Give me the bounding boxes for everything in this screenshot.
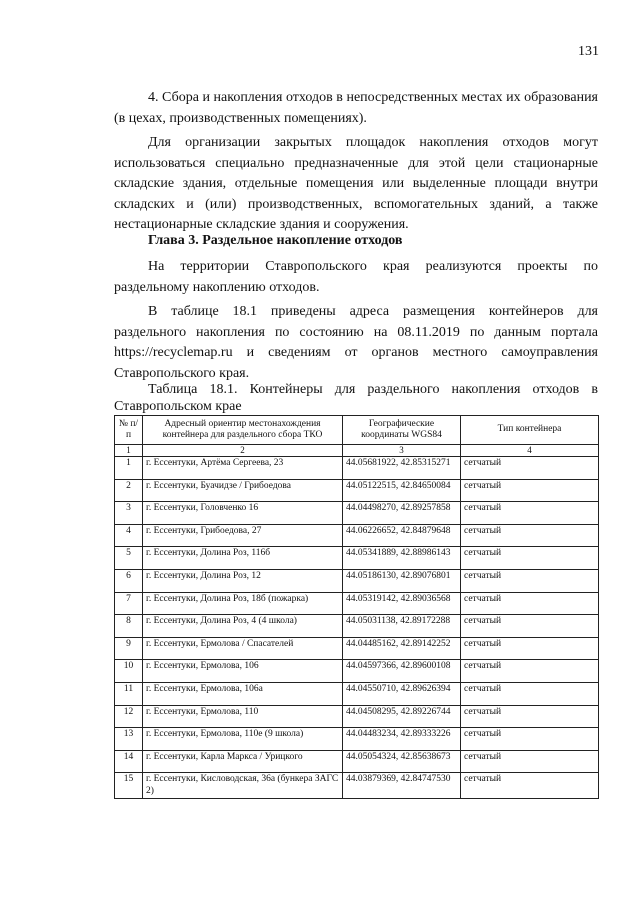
row-coordinates-cell: 44.03879369, 42.84747530 — [343, 773, 461, 799]
table-caption: Таблица 18.1. Контейнеры для раздельного накопления отходов в Ставропольском крае — [114, 382, 598, 414]
table-row — [115, 457, 599, 480]
row-number-cell: 8 — [115, 615, 143, 638]
index-cell: 4 — [461, 445, 599, 457]
row-number-cell: 15 — [115, 773, 143, 799]
row-type-cell: сетчатый — [461, 502, 599, 525]
row-address-cell: г. Ессентуки, Головченко 16 — [143, 502, 343, 525]
paragraph-closed-sites: Для организации закрытых площадок накопления отходов могут использоваться специально предназначенные для этой цели стационарные складские здания, отдельные помещения или выделенные площади внутри складских и (или) производственных, вспомогательных зданий, а также нестационарные складские здания и сооружения. — [114, 135, 598, 232]
row-coordinates-cell: 44.05186130, 42.89076801 — [343, 569, 461, 592]
row-address-cell: г. Ессентуки, Грибоедова, 27 — [143, 524, 343, 547]
row-coordinates-cell: 44.05319142, 42.89036568 — [343, 592, 461, 615]
table-row — [115, 547, 599, 570]
table-row — [115, 524, 599, 547]
row-type-cell: сетчатый — [461, 637, 599, 660]
row-number-cell: 2 — [115, 479, 143, 502]
row-number-cell: 4 — [115, 524, 143, 547]
page-number: 131 — [578, 44, 599, 59]
row-coordinates-cell: 44.04483234, 42.89333226 — [343, 728, 461, 751]
row-address-cell: г. Ессентуки, Ермолова, 106а — [143, 682, 343, 705]
row-coordinates-cell: 44.04508295, 42.89226744 — [343, 705, 461, 728]
table-row — [115, 682, 599, 705]
row-number-cell: 6 — [115, 569, 143, 592]
chapter-heading: Глава 3. Раздельное накопление отходов — [148, 233, 403, 248]
paragraph-projects: На территории Ставропольского края реализуются проекты по раздельному накоплению отходов. — [114, 259, 598, 295]
table-row — [115, 660, 599, 683]
containers-table — [114, 415, 599, 799]
row-type-cell: сетчатый — [461, 682, 599, 705]
table-row — [115, 705, 599, 728]
row-coordinates-cell: 44.05122515, 42.84650084 — [343, 479, 461, 502]
row-coordinates-cell: 44.05031138, 42.89172288 — [343, 615, 461, 638]
row-coordinates-cell: 44.04550710, 42.89626394 — [343, 682, 461, 705]
row-type-cell: сетчатый — [461, 615, 599, 638]
row-type-cell: сетчатый — [461, 524, 599, 547]
row-address-cell: г. Ессентуки, Долина Роз, 4 (4 школа) — [143, 615, 343, 638]
row-coordinates-cell: 44.05341889, 42.88986143 — [343, 547, 461, 570]
row-address-cell: г. Ессентуки, Ермолова, 106 — [143, 660, 343, 683]
row-address-cell: г. Ессентуки, Долина Роз, 18б (пожарка) — [143, 592, 343, 615]
table-row — [115, 615, 599, 638]
row-number-cell: 5 — [115, 547, 143, 570]
row-type-cell: сетчатый — [461, 750, 599, 773]
row-coordinates-cell: 44.06226652, 42.84879648 — [343, 524, 461, 547]
index-cell: 2 — [143, 445, 343, 457]
row-address-cell: г. Ессентуки, Ермолова, 110е (9 школа) — [143, 728, 343, 751]
header-container-type: Тип контейнера — [461, 416, 599, 445]
row-address-cell: г. Ессентуки, Долина Роз, 12 — [143, 569, 343, 592]
row-address-cell: г. Ессентуки, Артёма Сергеева, 23 — [143, 457, 343, 480]
row-number-cell: 1 — [115, 457, 143, 480]
header-coordinates: Географические координаты WGS84 — [343, 416, 461, 445]
row-coordinates-cell: 44.04485162, 42.89142252 — [343, 637, 461, 660]
row-coordinates-cell: 44.04498270, 42.89257858 — [343, 502, 461, 525]
header-number: № п/п — [115, 416, 143, 445]
row-coordinates-cell: 44.05681922, 42.85315271 — [343, 457, 461, 480]
row-number-cell: 12 — [115, 705, 143, 728]
row-address-cell: г. Ессентуки, Долина Роз, 116б — [143, 547, 343, 570]
row-address-cell: г. Ессентуки, Буачидзе / Грибоедова — [143, 479, 343, 502]
row-type-cell: сетчатый — [461, 569, 599, 592]
table-index-row — [115, 445, 599, 457]
row-coordinates-cell: 44.04597366, 42.89600108 — [343, 660, 461, 683]
paragraph-collection-sites: 4. Сбора и накопления отходов в непосредственных местах их образования (в цехах, производственных помещениях). — [114, 90, 598, 126]
table-row — [115, 479, 599, 502]
index-cell: 1 — [115, 445, 143, 457]
table-row — [115, 773, 599, 799]
row-type-cell: сетчатый — [461, 660, 599, 683]
row-type-cell: сетчатый — [461, 479, 599, 502]
header-address: Адресный ориентир местонахождения контейнера для раздельного сбора ТКО — [143, 416, 343, 445]
row-type-cell: сетчатый — [461, 592, 599, 615]
table-row — [115, 569, 599, 592]
row-type-cell: сетчатый — [461, 705, 599, 728]
table-row — [115, 637, 599, 660]
table-row — [115, 592, 599, 615]
table-row — [115, 750, 599, 773]
row-number-cell: 7 — [115, 592, 143, 615]
row-number-cell: 11 — [115, 682, 143, 705]
row-type-cell: сетчатый — [461, 728, 599, 751]
row-number-cell: 14 — [115, 750, 143, 773]
row-address-cell: г. Ессентуки, Карла Маркса / Урицкого — [143, 750, 343, 773]
table-row — [115, 728, 599, 751]
row-number-cell: 13 — [115, 728, 143, 751]
row-address-cell: г. Ессентуки, Ермолова / Спасателей — [143, 637, 343, 660]
row-type-cell: сетчатый — [461, 457, 599, 480]
table-row — [115, 502, 599, 525]
row-coordinates-cell: 44.05054324, 42.85638673 — [343, 750, 461, 773]
row-type-cell: сетчатый — [461, 547, 599, 570]
row-number-cell: 10 — [115, 660, 143, 683]
index-cell: 3 — [343, 445, 461, 457]
row-type-cell: сетчатый — [461, 773, 599, 799]
row-number-cell: 3 — [115, 502, 143, 525]
row-address-cell: г. Ессентуки, Ермолова, 110 — [143, 705, 343, 728]
paragraph-table-intro: В таблице 18.1 приведены адреса размещения контейнеров для раздельного накопления по состоянию на 08.11.2019 по данным портала https://recyclemap.ru и сведениям от органов местного самоуправления Ставропольского края. — [114, 304, 598, 381]
table-header-row — [115, 416, 599, 445]
row-number-cell: 9 — [115, 637, 143, 660]
row-address-cell: г. Ессентуки, Кисловодская, 36а (бункера ЗАГС 2) — [143, 773, 343, 799]
